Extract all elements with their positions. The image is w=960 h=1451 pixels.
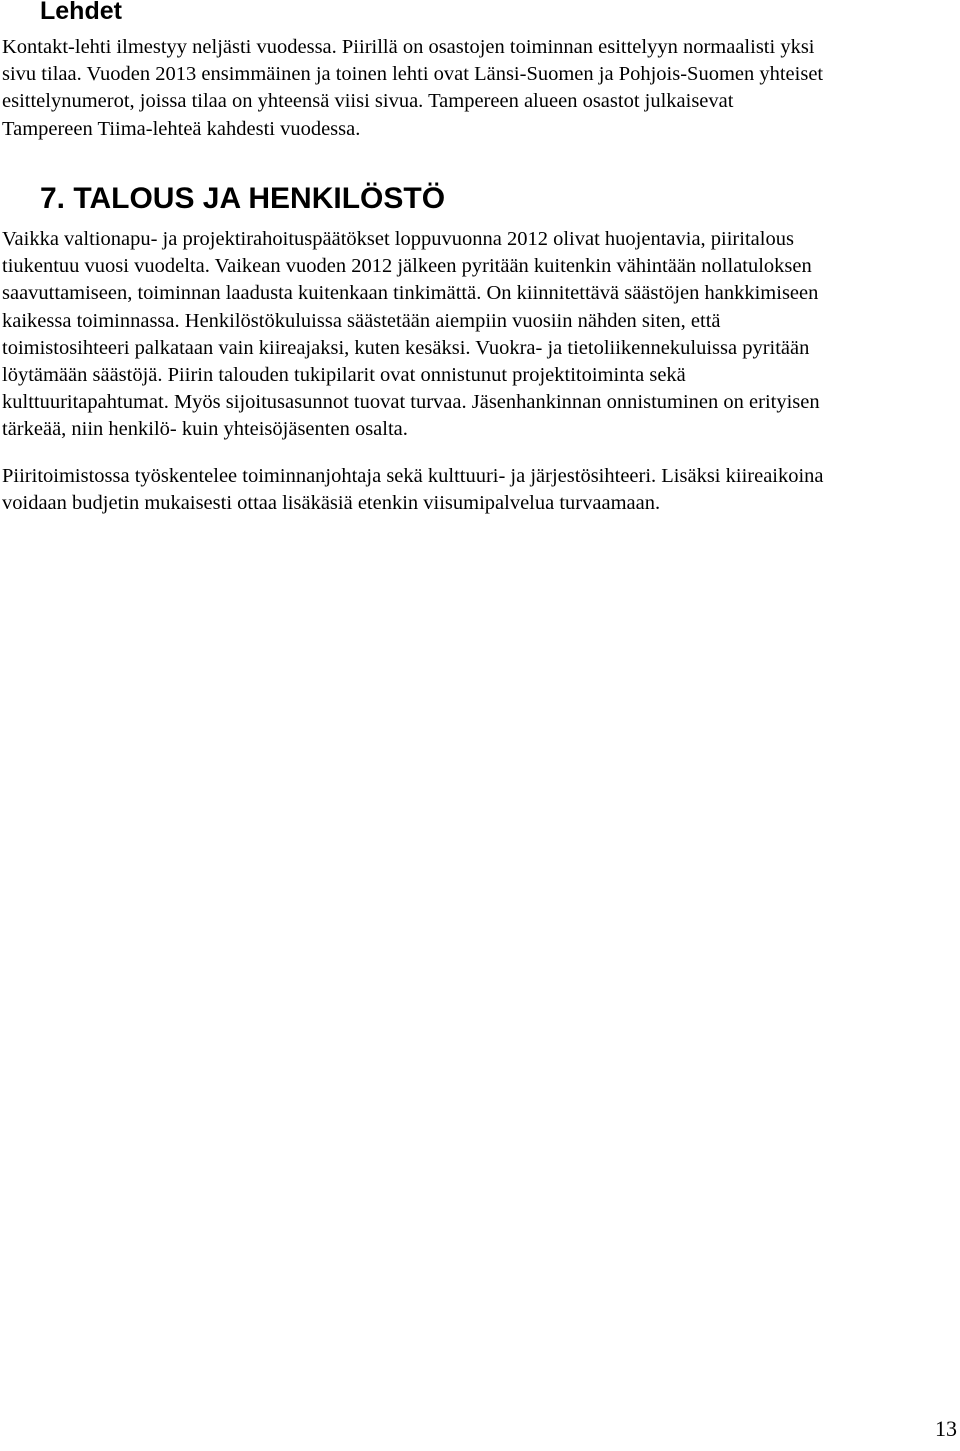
section-heading-talous: 7. TALOUS JA HENKILÖSTÖ: [40, 182, 446, 215]
paragraph-lehdet: Kontakt-lehti ilmestyy neljästi vuodessa. Piirillä on osastojen toiminnan esittelyyn normaalisti yksi sivu tilaa. Vuoden 2013 ensimmäinen ja toinen lehti ovat Länsi-Suomen ja Pohjois-Suomen yhteiset esittelynumerot, joissa tilaa on yhteensä viisi sivua. Tampereen alueen osastot julkaisevat Tampereen Tiima-lehteä kahdesti vuodessa.: [2, 36, 824, 140]
paragraph-talous-1: Vaikka valtionapu- ja projektirahoituspäätökset loppuvuonna 2012 olivat huojentavia, piiritalous tiukentuu vuosi vuodelta. Vaikean vuoden 2012 jälkeen pyritään kuitenkin vähintään nollatuloksen saavuttamiseen, toiminnan laadusta kuitenkaan tinkimättä. On kiinnitettävä säästöjen hankkimiseen kaikessa toiminnassa. Henkilöstökuluissa säästetään aiempiin vuosiin nähden siten, että toimistosihteeri palkataan vain kiireajaksi, kuten kesäksi. Vuokra- ja tietoliikennekuluissa pyritään löytämään säästöjä. Piirin talouden tukipilarit ovat onnistunut projektitoiminta sekä kulttuuritapahtumat. Myös sijoitusasunnot tuovat turvaa. Jäsenhankinnan onnistuminen on erityisen tärkeää, niin henkilö- kuin yhteisöjäsenten osalta.: [2, 228, 820, 441]
paragraph-talous-2: Piiritoimistossa työskentelee toiminnanjohtaja sekä kulttuuri- ja järjestösihteeri. Lisäksi kiireaikoina voidaan budjetin mukaisesti ottaa lisäkäsiä etenkin viisumipalvelua turvaamaan.: [2, 465, 824, 515]
section-heading-lehdet: Lehdet: [40, 0, 122, 25]
page-number: 13: [935, 1416, 957, 1441]
